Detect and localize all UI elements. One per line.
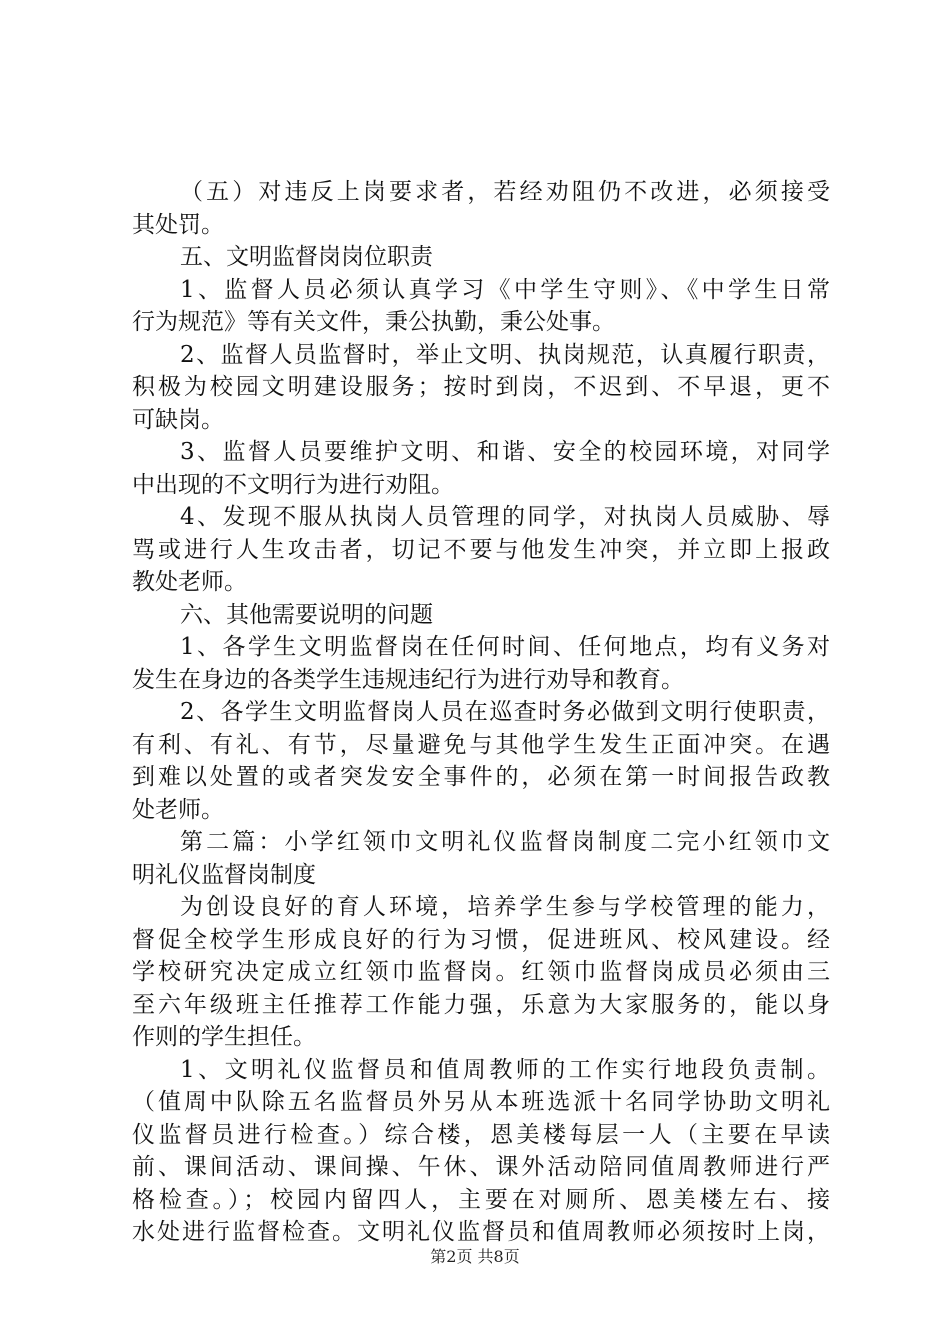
text-line: 行为规范》等有关文件，秉公执勤，秉公处事。 xyxy=(132,309,615,335)
text-line: 1、文明礼仪监督员和值周教师的工作实行地段负责制。 xyxy=(180,1056,830,1083)
text-line: 2、监督人员监督时，举止文明、执岗规范，认真履行职责， xyxy=(180,341,830,368)
text-line: 仪监督员进行检查。）综合楼，恩美楼每层一人（主要在早读 xyxy=(132,1121,830,1148)
text-line: 格检查。）；校园内留四人，主要在对厕所、恩美楼左右、接 xyxy=(132,1186,830,1213)
text-line: 六、其他需要说明的问题 xyxy=(180,601,433,628)
text-line: （五）对违反上岗要求者，若经劝阻仍不改进，必须接受 xyxy=(180,179,830,205)
text-line: 处老师。 xyxy=(132,796,224,823)
text-line: 发生在身边的各类学生违规违纪行为进行劝导和教育。 xyxy=(132,666,684,693)
text-line: 学校研究决定成立红领巾监督岗。红领巾监督岗成员必须由三 xyxy=(132,959,830,985)
text-line: 有利、有礼、有节，尽量避免与其他学生发生正面冲突。在遇 xyxy=(132,731,830,758)
text-line: 4、发现不服从执岗人员管理的同学，对执岗人员威胁、辱 xyxy=(180,504,830,530)
text-line: 水处进行监督检查。文明礼仪监督员和值周教师必须按时上岗， xyxy=(132,1219,830,1245)
text-line: 五、文明监督岗岗位职责 xyxy=(180,244,433,270)
text-line: 2、各学生文明监督岗人员在巡查时务必做到文明行使职责， xyxy=(180,699,830,725)
text-line: 可缺岗。 xyxy=(132,406,224,433)
text-line: 其处罚。 xyxy=(132,211,224,238)
text-line: 骂或进行人生攻击者，切记不要与他发生冲突，并立即上报政 xyxy=(132,536,830,563)
text-line: 积极为校园文明建设服务；按时到岗，不迟到、不早退，更不 xyxy=(132,374,830,400)
text-line: 中出现的不文明行为进行劝阻。 xyxy=(132,471,454,498)
text-line: 督促全校学生形成良好的行为习惯，促进班风、校风建设。经 xyxy=(132,926,830,953)
text-line: 1、监督人员必须认真学习《中学生守则》、《中学生日常 xyxy=(180,276,830,303)
text-line: 作则的学生担任。 xyxy=(132,1024,316,1050)
text-line: （值周中队除五名监督员外另从本班选派十名同学协助文明礼 xyxy=(132,1089,830,1115)
text-line: 明礼仪监督岗制度 xyxy=(132,861,316,888)
text-line: 第二篇：小学红领巾文明礼仪监督岗制度二完小红领巾文 xyxy=(180,829,830,855)
text-line: 前、课间活动、课间操、午休、课外活动陪同值周教师进行严 xyxy=(132,1154,830,1180)
text-line: 为创设良好的育人环境，培养学生参与学校管理的能力， xyxy=(180,894,830,920)
text-line: 教处老师。 xyxy=(132,569,247,595)
text-line: 1、各学生文明监督岗在任何时间、任何地点，均有义务对 xyxy=(180,634,830,660)
text-line: 3、监督人员要维护文明、和谐、安全的校园环境，对同学 xyxy=(180,439,830,465)
page-footer: 第2页 共8页 xyxy=(430,1247,520,1266)
body-text xyxy=(132,176,830,1249)
text-line: 到难以处置的或者突发安全事件的，必须在第一时间报告政教 xyxy=(132,764,830,790)
text-line: 至六年级班主任推荐工作能力强，乐意为大家服务的，能以身 xyxy=(132,991,830,1018)
